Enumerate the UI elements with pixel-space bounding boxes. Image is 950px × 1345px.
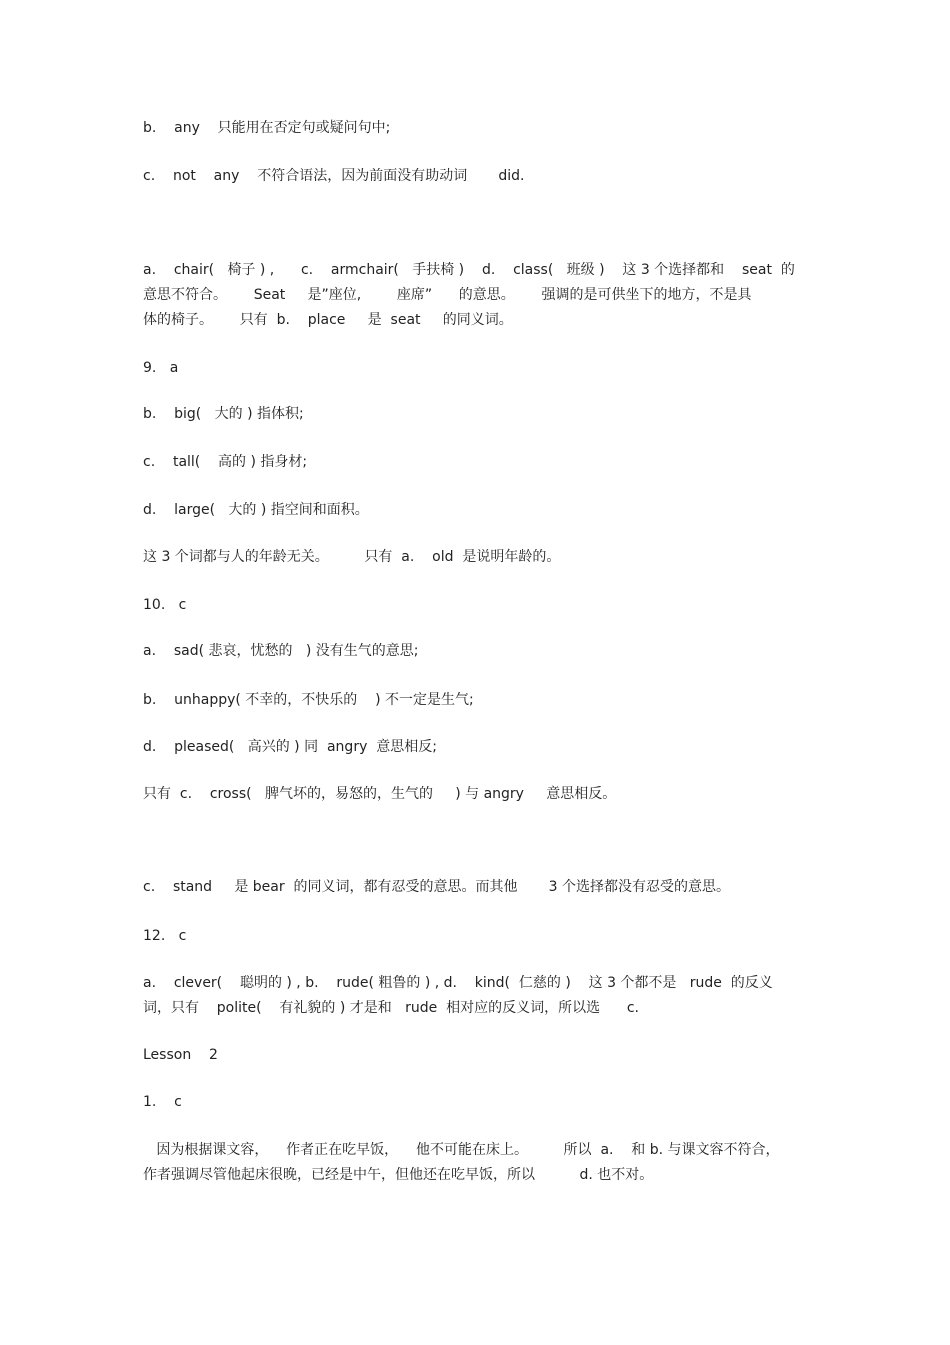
text-line: 意思不符合。 Seat 是”座位, 座席” 的意思。 强调的是可供坐下的地方，不是具 (143, 287, 752, 303)
text-line: 只有 c. cross( 脾气坏的，易怒的，生气的 ) 与 angry 意思相反。 (143, 786, 617, 802)
text-line: c. tall( 高的 ) 指身材; (143, 454, 308, 470)
question-number: 1. c (143, 1094, 182, 1110)
question-number: 10. c (143, 597, 187, 613)
text-line: 作者强调尽管他起床很晚，已经是中午，但他还在吃早饭，所以 d. 也不对。 (143, 1167, 654, 1183)
text-line: a. sad( 悲哀，忧愁的 ) 没有生气的意思; (143, 643, 419, 659)
text-line: a. clever( 聪明的 ) , b. rude( 粗鲁的 ) , d. kind( 仁慈的 ) 这 3 个都不是 rude 的反义 (143, 975, 773, 991)
text-line: c. not any 不符合语法，因为前面没有助动词 did. (143, 168, 525, 184)
text-line: d. pleased( 高兴的 ) 同 angry 意思相反; (143, 739, 437, 755)
text-line: 因为根据课文容， 作者正在吃早饭， 他不可能在床上。 所以 a. 和 b. 与课文容不符合， (143, 1142, 780, 1158)
text-line: 词，只有 polite( 有礼貌的 ) 才是和 rude 相对应的反义词，所以选 c. (143, 1000, 639, 1016)
question-number: 9. a (143, 360, 179, 376)
question-number: 12. c (143, 928, 187, 944)
text-line: d. large( 大的 ) 指空间和面积。 (143, 502, 369, 518)
lesson-heading: Lesson 2 (143, 1047, 218, 1063)
text-line: b. unhappy( 不幸的，不快乐的 ) 不一定是生气; (143, 692, 474, 708)
text-line: 体的椅子。 只有 b. place 是 seat 的同义词。 (143, 312, 513, 328)
text-line: b. any 只能用在否定句或疑问句中; (143, 120, 391, 136)
text-line: b. big( 大的 ) 指体积; (143, 406, 304, 422)
text-line: 这 3 个词都与人的年龄无关。 只有 a. old 是说明年龄的。 (143, 549, 561, 565)
text-line: c. stand 是 bear 的同义词，都有忍受的意思。而其他 3 个选择都没有忍受的意思。 (143, 879, 731, 895)
text-line: a. chair( 椅子 ) , c. armchair( 手扶椅 ) d. class( 班级 ) 这 3 个选择都和 seat 的 (143, 262, 795, 278)
